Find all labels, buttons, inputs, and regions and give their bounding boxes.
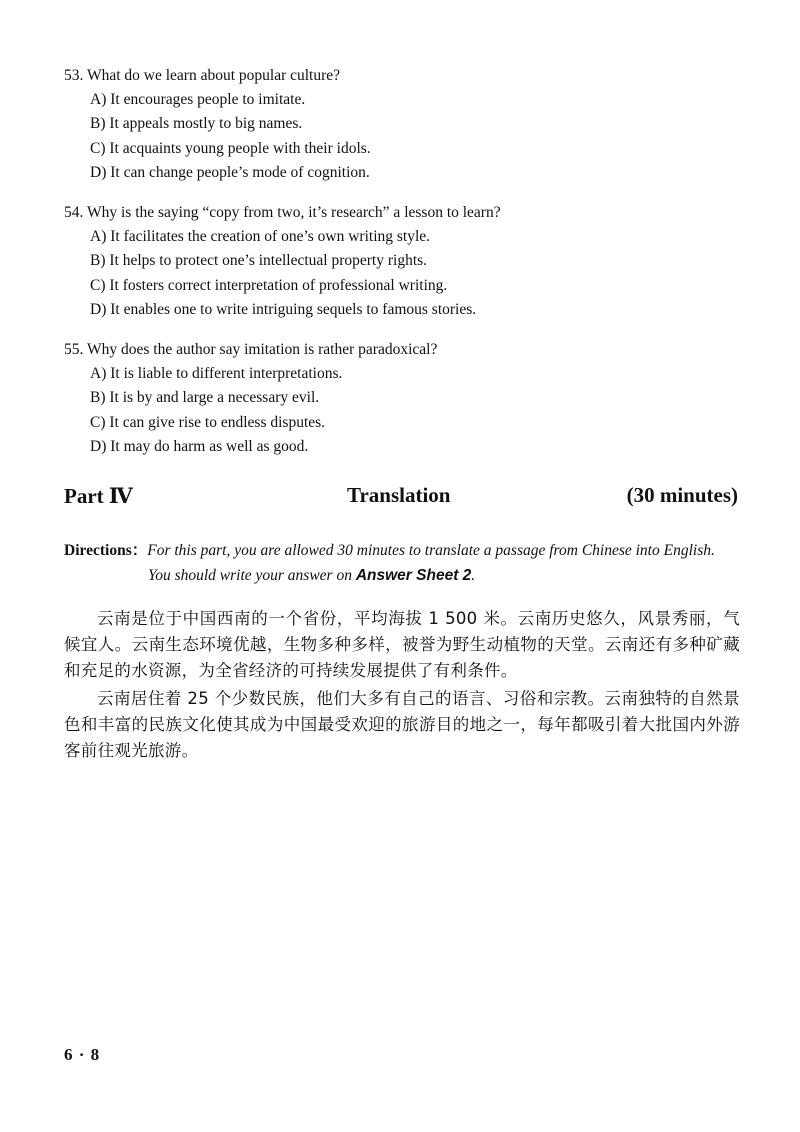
directions-colon: ： <box>131 542 148 559</box>
option-d: D) It may do harm as well as good. <box>90 437 309 455</box>
passage-paragraph-2: 云南居住着 25 个少数民族，他们大多有自己的语言、习俗和宗教。云南独特的自然景色和丰富的民族文化使其成为中国最受欢迎的旅游目的地之一，每年都吸引着大批国内外游客前往观光旅游。 <box>64 689 740 760</box>
option-list <box>90 88 744 185</box>
option-c: C) It fosters correct interpretation of professional writing. <box>90 276 448 294</box>
directions-text: For this part, you are allowed 30 minutes to translate a passage from Chinese into English. <box>147 542 715 559</box>
question-text: 53. What do we learn about popular culture? <box>64 67 341 84</box>
part-label: Part Ⅳ <box>64 484 133 508</box>
question-55 <box>64 338 744 459</box>
option-list <box>90 225 744 322</box>
directions-line-2-prefix: You should write your answer on <box>148 567 356 584</box>
option-b: B) It appeals mostly to big names. <box>90 115 303 133</box>
directions-line-1 <box>64 538 754 563</box>
part-header <box>64 483 738 513</box>
option-a: A) It encourages people to imitate. <box>90 91 306 108</box>
directions-label: Directions <box>64 542 132 559</box>
question-text: 54. Why is the saying “copy from two, it’s research” a lesson to learn? <box>64 204 501 221</box>
directions-line-2 <box>64 563 754 588</box>
chinese-passage <box>64 606 740 766</box>
question-54 <box>64 201 744 322</box>
option-b: B) It helps to protect one’s intellectual property rights. <box>90 252 428 270</box>
answer-sheet-reference: Answer Sheet 2 <box>355 567 472 584</box>
part-time: (30 minutes) <box>626 483 738 507</box>
option-c: C) It acquaints young people with their idols. <box>90 139 371 157</box>
option-list <box>90 362 744 459</box>
question-text: 55. Why does the author say imitation is rather paradoxical? <box>64 341 438 358</box>
directions <box>64 538 754 588</box>
option-d: D) It can change people’s mode of cognition. <box>90 163 370 181</box>
page-number: 6 · 8 <box>64 1045 101 1064</box>
option-a: A) It is liable to different interpretations. <box>90 365 343 382</box>
option-d: D) It enables one to write intriguing sequels to famous stories. <box>90 300 477 318</box>
part-title: Translation <box>347 483 451 507</box>
directions-line-2-suffix: . <box>471 567 476 584</box>
option-c: C) It can give rise to endless disputes. <box>90 413 326 431</box>
passage-paragraph-1: 云南是位于中国西南的一个省份，平均海拔 1 500 米。云南历史悠久，风景秀丽，气候宜人。云南生态环境优越，生物多种多样，被誉为野生动植物的天堂。云南还有多种矿藏和充足的水资源，为全省经济的可持续发展提供了有利条件。 <box>64 609 740 680</box>
question-53 <box>64 64 744 185</box>
option-b: B) It is by and large a necessary evil. <box>90 389 320 407</box>
option-a: A) It facilitates the creation of one’s own writing style. <box>90 228 431 245</box>
